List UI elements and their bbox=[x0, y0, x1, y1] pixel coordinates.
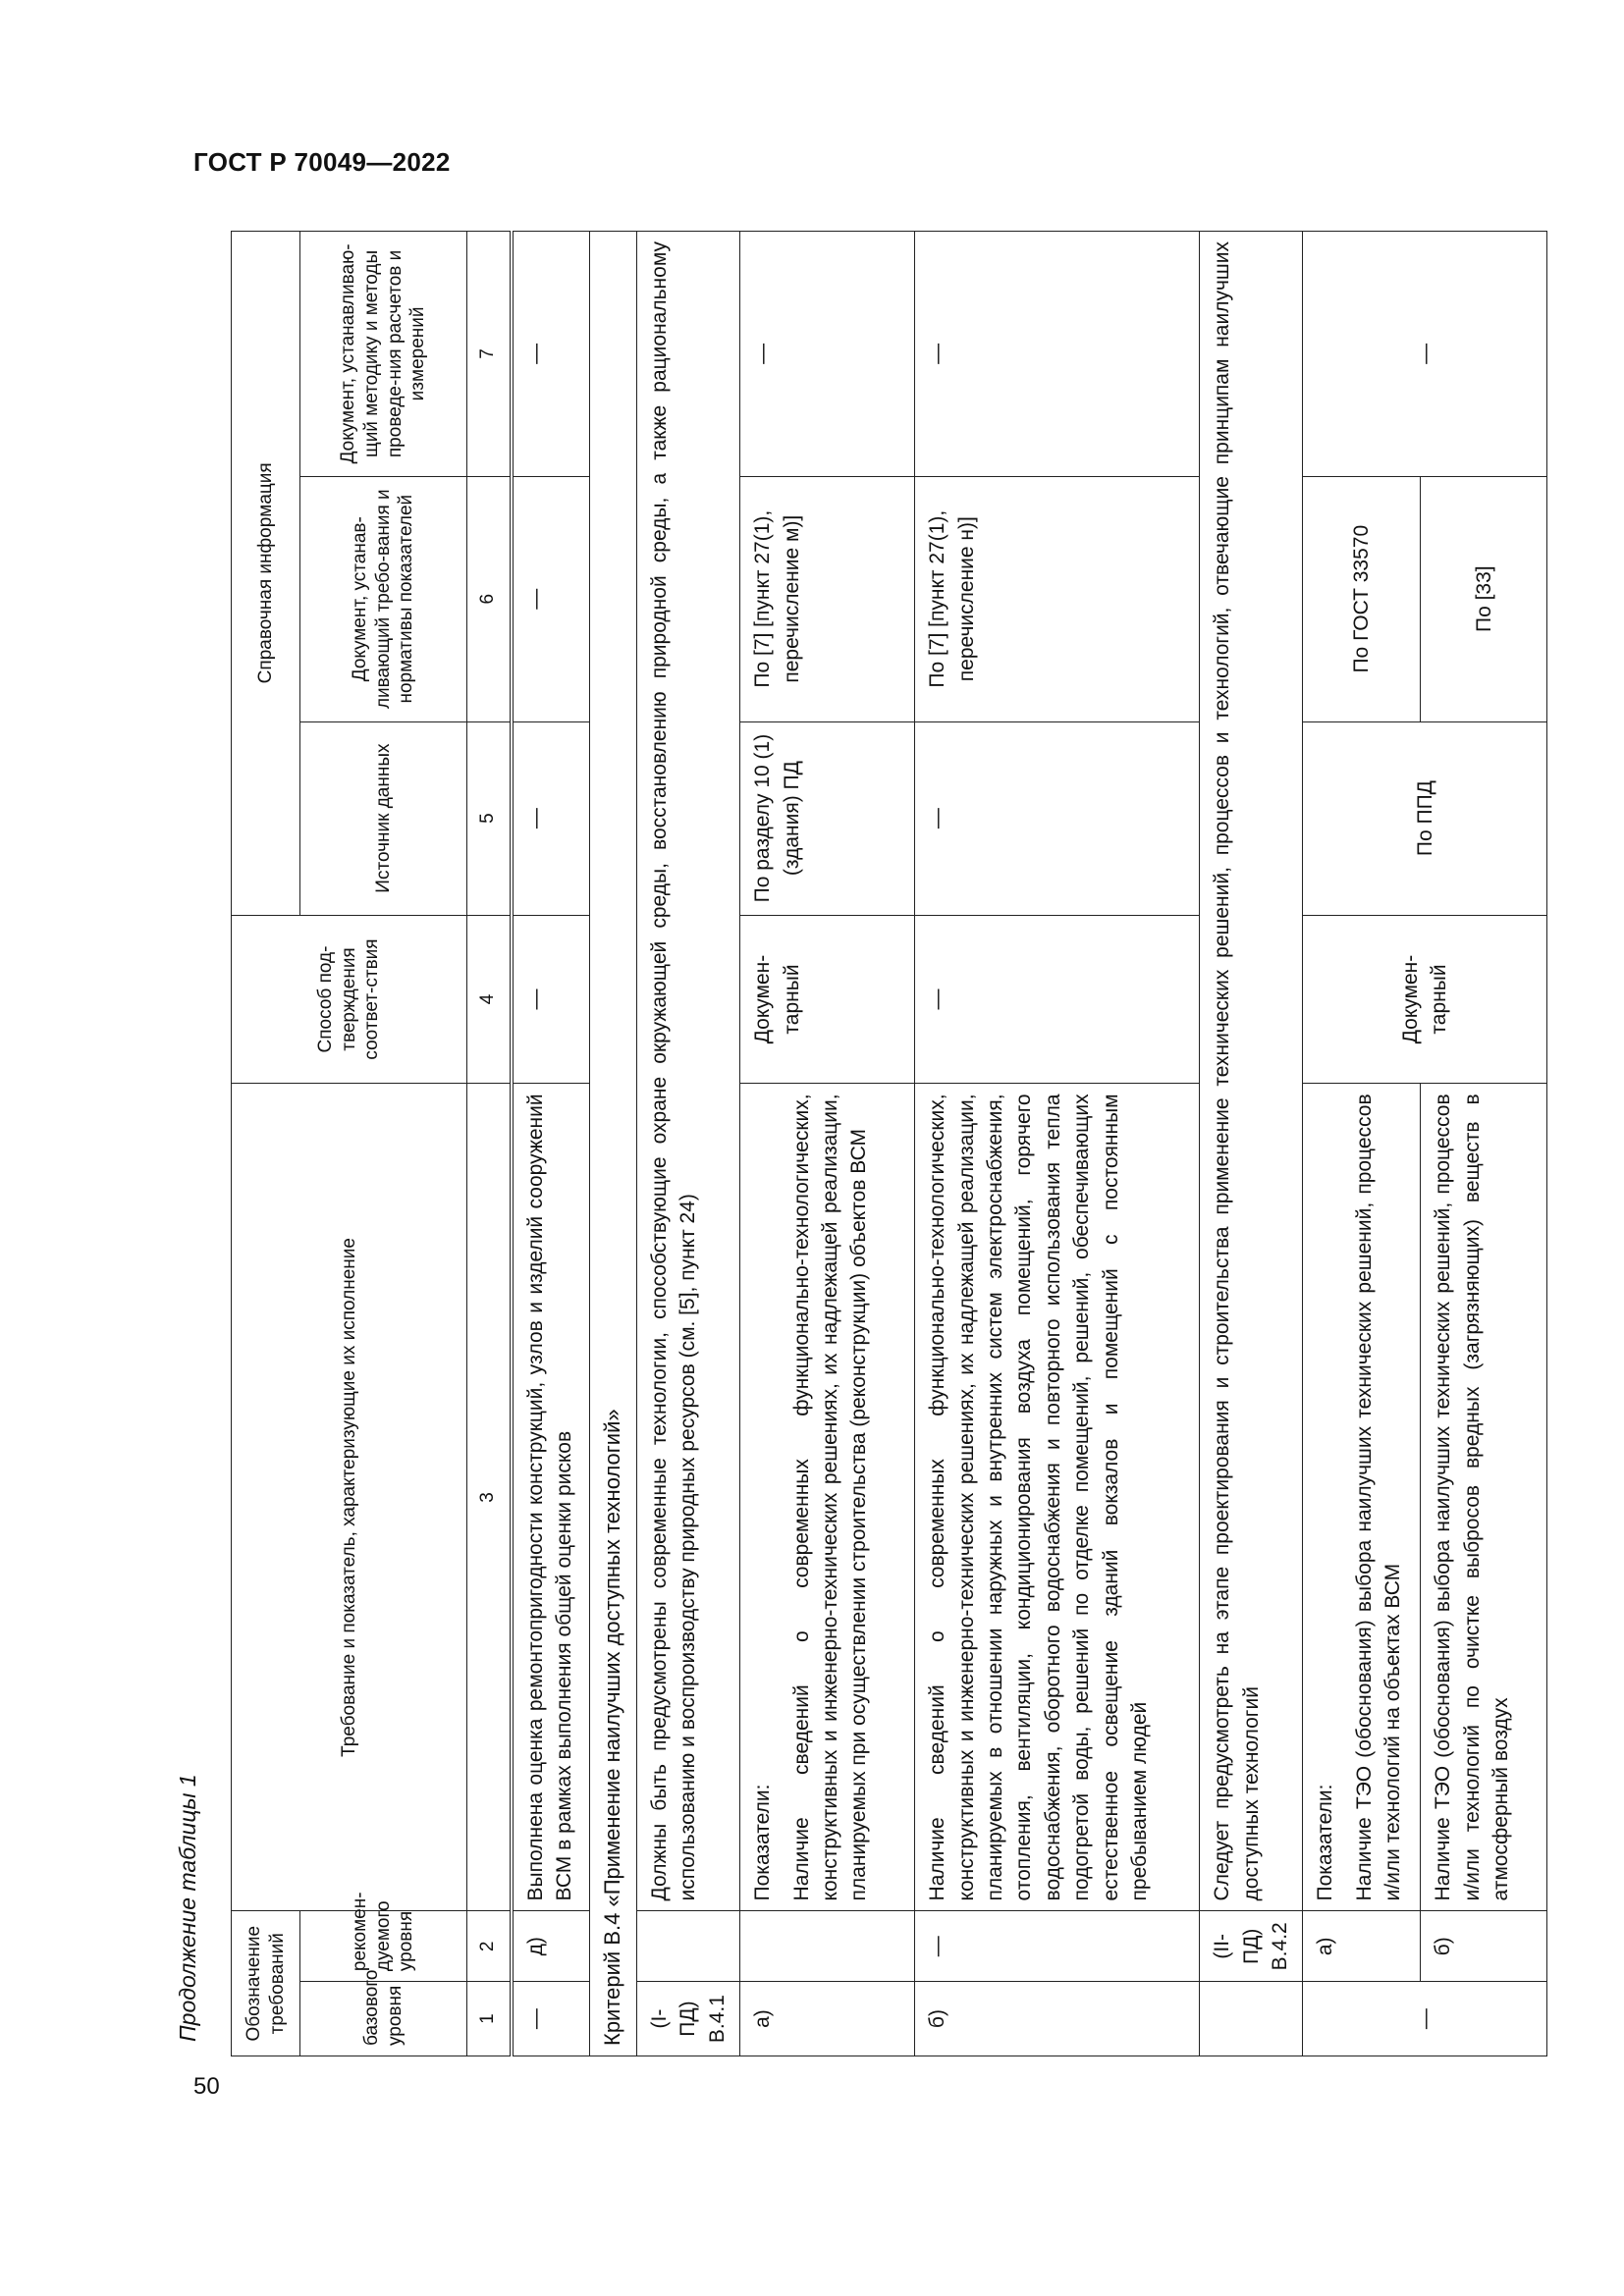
cell-requirement-code: (I-ПД) В.4.1 bbox=[637, 1982, 740, 2056]
indicator-text: Наличие сведений о современных функционально-технологических, конструктивных и инженерно-технических решениях, их надлежащей реализации, планируемых при осуществлении строительства (реконструкции) объектов ВСМ bbox=[789, 1094, 871, 1901]
header-oboznach: Обозначение требований bbox=[232, 1911, 300, 2056]
header-rekomend: рекомен-дуемого уровня bbox=[300, 1911, 467, 1982]
cell-norm-doc: По [7] [пункт 27(1), перечисление н)] bbox=[915, 476, 1200, 721]
rotated-table-container bbox=[231, 231, 1513, 2056]
col-number-2: 2 bbox=[467, 1911, 512, 1982]
header-spravochnaya: Справочная информация bbox=[232, 232, 300, 916]
cell-requirement: Выполнена оценка ремонтопригодности конструкций, узлов и изделий сооружений ВСМ в рамках выполнения общей оценки рисков bbox=[512, 1084, 590, 1911]
table-row bbox=[590, 232, 637, 2056]
table-row bbox=[915, 232, 1200, 2056]
cell-empty bbox=[740, 1911, 915, 1982]
cell-method: Докумен-тарный bbox=[1303, 915, 1547, 1084]
header-dokument-metod: Документ, устанавливаю-щий методику и методы проведе-ния расчетов и измерений bbox=[300, 232, 467, 477]
cell-source: По ППД bbox=[1303, 721, 1547, 915]
indicators-label: Показатели: bbox=[751, 1784, 775, 1901]
header-istochnik: Источник данных bbox=[300, 721, 467, 915]
document-header: ГОСТ Р 70049—2022 bbox=[193, 147, 451, 177]
table-row bbox=[1421, 232, 1547, 2056]
cell-rec-level: а) bbox=[1303, 1911, 1421, 1982]
col-number-3: 3 bbox=[467, 1084, 512, 1911]
cell-empty bbox=[637, 1911, 740, 1982]
header-dokument-norm: Документ, устанав-ливающий требо-вания и нормативы показателей bbox=[300, 476, 467, 721]
cell-source: — bbox=[512, 721, 590, 915]
cell-base-level: б) bbox=[915, 1982, 1200, 2056]
cell-norm-doc: По [33] bbox=[1421, 476, 1547, 721]
criterion-title: Критерий В.4 «Применение наилучших доступных технологий» bbox=[590, 232, 637, 2056]
cell-norm-doc: По ГОСТ 33570 bbox=[1303, 476, 1421, 721]
col-number-7: 7 bbox=[467, 232, 512, 477]
cell-source: По разделу 10 (1) (здания) ПД bbox=[740, 721, 915, 915]
cell-method-doc: — bbox=[512, 232, 590, 477]
cell-method: — bbox=[915, 915, 1200, 1084]
cell-method: Докумен-тарный bbox=[740, 915, 915, 1084]
cell-requirement: Следует предусмотреть на этапе проектирования и строительства применение технических решений, процессов и технологий, отвечающие принципам наилучших доступных технологий bbox=[1200, 232, 1303, 1911]
table-row bbox=[1303, 232, 1421, 2056]
cell-requirement: Наличие сведений о современных функционально-технологических, конструктивных и инженерно-технических решениях, их надлежащей реализации, планируемых в отношении наружных и внутренних систем электроснабжения, отопления, вентиляции, кондиционирования воздуха помещений, горячего водоснабжения, оборотного водоснабжения и повторного использования тепла подогретой воды, решений по отделке помещений, решений, обеспечивающих естественное освещение зданий вокзалов и помещений с постоянным пребыванием людей bbox=[915, 1084, 1200, 1911]
table-row bbox=[1200, 232, 1303, 2056]
cell-norm-doc: — bbox=[512, 476, 590, 721]
table-caption: Продолжение таблицы 1 bbox=[175, 1774, 200, 2042]
col-number-4: 4 bbox=[467, 915, 512, 1084]
cell-method: — bbox=[512, 915, 590, 1084]
col-number-6: 6 bbox=[467, 476, 512, 721]
table-row bbox=[512, 232, 590, 2056]
cell-rec-level: д) bbox=[512, 1911, 590, 1982]
cell-base-level: — bbox=[512, 1982, 590, 2056]
cell-requirement: Должны быть предусмотрены современные технологии, способствующие охране окружающей среды, восстановлению природной среды, а также рациональному использованию и воспроизводству природных ресурсов (см. [5], пункт 24) bbox=[637, 232, 740, 1911]
cell-requirement bbox=[1303, 1084, 1421, 1911]
requirements-table bbox=[231, 231, 1547, 2056]
cell-method-doc: — bbox=[740, 232, 915, 477]
cell-base-level: — bbox=[1303, 1982, 1547, 2056]
cell-rec-level: — bbox=[915, 1911, 1200, 1982]
page-number: 50 bbox=[193, 2073, 220, 2100]
cell-requirement-code: (II-ПД) В.4.2 bbox=[1200, 1911, 1303, 1982]
cell-requirement: Наличие ТЭО (обоснования) выбора наилучших технических решений, процессов и/или технологий по очистке выбросов вредных (загрязняющих) веществ в атмосферный воздух bbox=[1421, 1084, 1547, 1911]
header-bazovogo: базового уровня bbox=[300, 1982, 467, 2056]
indicator-text: Наличие ТЭО (обоснования) выбора наилучших технических решений, процессов и/или технологий на объектах ВСМ bbox=[1352, 1094, 1405, 1901]
col-number-5: 5 bbox=[467, 721, 512, 915]
table-row bbox=[637, 232, 740, 2056]
cell-base-level: а) bbox=[740, 1982, 915, 2056]
header-trebovanie: Требование и показатель, характеризующие их исполнение bbox=[232, 1084, 467, 1911]
cell-source: — bbox=[915, 721, 1200, 915]
cell-empty bbox=[1200, 1982, 1303, 2056]
cell-method-doc: — bbox=[1303, 232, 1547, 477]
cell-method-doc: — bbox=[915, 232, 1200, 477]
header-sposob: Способ под-тверждения соответ-ствия bbox=[232, 915, 467, 1084]
table-row bbox=[740, 232, 915, 2056]
cell-rec-level: б) bbox=[1421, 1911, 1547, 1982]
indicators-label: Показатели: bbox=[1314, 1784, 1337, 1901]
cell-norm-doc: По [7] [пункт 27(1), перечисление м)] bbox=[740, 476, 915, 721]
cell-requirement bbox=[740, 1084, 915, 1911]
col-number-1: 1 bbox=[467, 1982, 512, 2056]
